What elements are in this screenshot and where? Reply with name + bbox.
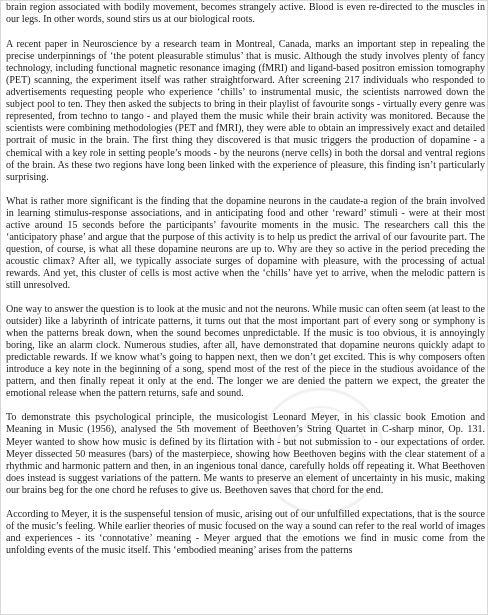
paragraph-5: To demonstrate this psychological principle, the musicologist Leonard Meyer, in his classic book Emotion and Meaning in Music (1956), analysed the 5th movement of Beethoven’s String Quartet in C-sharp minor, Op. 131. Meyer wanted to show how music is defined by its flirtation with - but not submission to - our expectations of order. Meyer dissected 50 measures (bars) of the masterpiece, showing how Beethoven begins with the clear statement of a rhythmic and harmonic pattern and then, in an ingenious tonal dance, carefully holds off repeating it. What Beethoven does instead is suggest variations of the pattern. Me wants to preserve an element of uncertainty in his music, making our brains beg for the one chord he refuses to give us. Beethoven saves that chord for the end. [6,412,485,496]
paragraph-2: A recent paper in Neuroscience by a research team in Montreal, Canada, marks an important step in repealing the precise underpinnings of ‘the potent pleasurable stimulus’ that is music. Although the study involves plenty of fancy technology, including functional magnetic resonance imaging (fMRI) and ligand-based positron emission tomography (PET) scanning, the experiment itself was rather straightforward. After screening 217 individuals who responded to advertisements requesting people who experience ‘chills’ to instrumental music, the scientists narrowed down the subject pool to ten. They then asked the subjects to bring in their playlist of favourite songs - virtually every genre was represented, from techno to tango - and played them the music while their brain activity was monitored. Because the scientists were combining methodologies (PET and fMRI), they were able to obtain an impressively exact and detailed portrait of music in the brain. The first thing they discovered is that music triggers the production of dopamine - a chemical with a key role in setting people’s moods - by the neurons (nerve cells) in both the dorsal and ventral regions of the brain. As these two regions have long been linked with the experience of pleasure, this finding isn’t particularly surprising. [6,39,485,183]
paragraph-3: What is rather more significant is the finding that the dopamine neurons in the caudate-a region of the brain involved in learning stimulus-response associations, and in anticipating food and other ‘reward’ stimuli - were at their most active around 15 seconds before the participants’ favourite moments in the music. The researchers call this the ‘anticipatory phase’ and argue that the purpose of this activity is to help us predict the arrival of our favourite part. The question, of course, is what all these dopamine neurons are up to. Why are they so active in the period preceding the acoustic climax? After all, we typically associate surges of dopamine with pleasure, with the processing of actual rewards. And yet, this cluster of cells is most active when the ‘chills’ have yet to arrive, when the melodic pattern is still unresolved. [6,195,485,291]
paragraph-6: According to Meyer, it is the suspenseful tension of music, arising out of our unfulfilled expectations, that is the source of the music’s feeling. While earlier theories of music focused on the way a sound can refer to the real world of images and experiences - its ‘connotative’ meaning - Meyer argued that the emotions we find in music come from the unfolding events of the music itself. This ‘embodied meaning’ arises from the patterns [6,508,485,556]
paragraph-4: One way to answer the question is to look at the music and not the neurons. While music can often seem (at least to the outsider) like a labyrinth of intricate patterns, it turns out that the most important part of every song or symphony is when the patterns break down, when the sound becomes unpredictable. If the music is too obvious, it is annoyingly boring, like an alarm clock. Numerous studies, after all, have demonstrated that dopamine neurons quickly adapt to predictable rewards. If we know what’s going to happen next, then we don’t get excited. This is why composers often introduce a key note in the beginning of a song, spend most of the rest of the piece in the studious avoidance of the pattern, and then finally repeat it only at the end. The longer we are denied the pattern we expect, the greater the emotional release when the pattern returns, safe and sound. [6,304,485,400]
paragraph-1: brain region associated with bodily movement, becomes strangely active. Blood is even re-directed to the muscles in our legs. In other words, sound stirs us at our biological roots. [6,2,485,26]
article-body [6,2,485,569]
